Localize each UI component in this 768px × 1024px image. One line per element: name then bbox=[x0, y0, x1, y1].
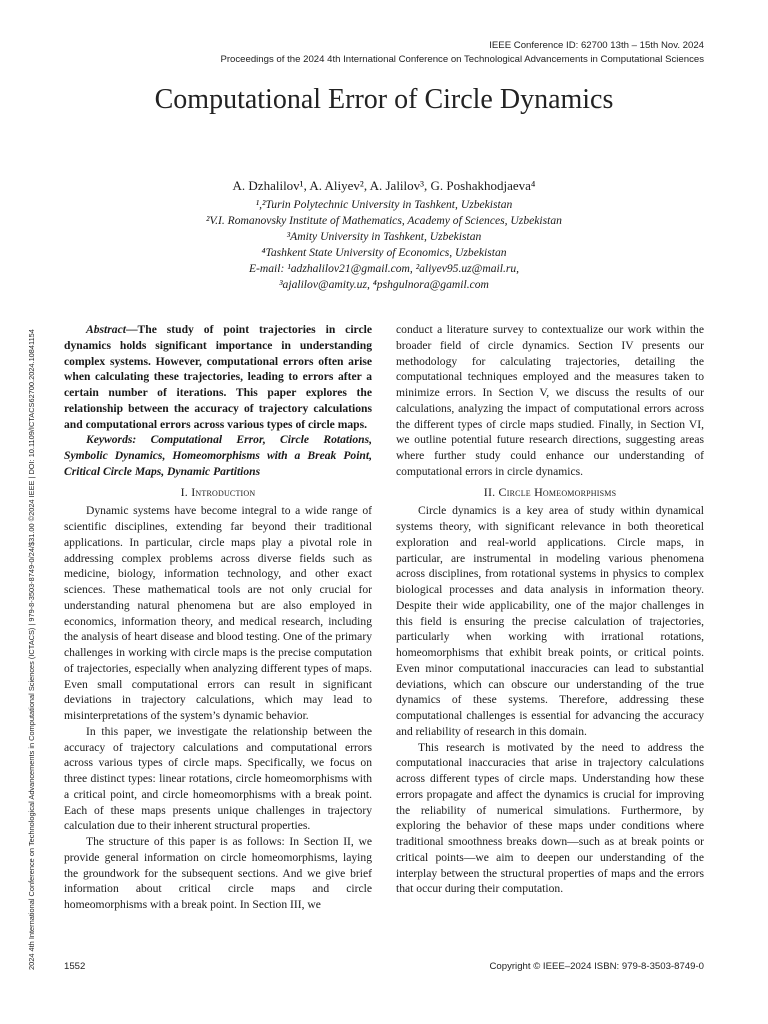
section-heading-circle-homeomorphisms: II. Circle Homeomorphisms bbox=[483, 484, 617, 499]
paper-title: Computational Error of Circle Dynamics bbox=[154, 84, 614, 115]
copyright-footer: Copyright © IEEE–2024 ISBN: 979-8-3503-8749-0 bbox=[489, 961, 704, 972]
affiliation-line: ⁴Tashkent State University of Economics, Uzbekistan bbox=[261, 245, 507, 259]
paragraph: Dynamic systems have become integral to a wide range of scientific disciplines, extending far beyond their traditional applications. In particular, circle maps play a pivotal role in addressing complex problems across diverse fields such as medicine, biology, information technology, and other exact sciences. These mathematical tools are not only crucial for understanding natural phenomena but are also employed in economics, information theory, and medical research, including the analysis of heart disease and blood testing. One of the primary challenges in working with circle maps is the precise computation of trajectories, especially when analyzing different types of maps. Even small computational errors can result in significant deviations in trajectory calculations, which may lead to misinterpretations of the system’s dynamic behavior. bbox=[64, 504, 372, 722]
page-number: 1552 bbox=[64, 961, 86, 972]
keywords-text: Computational Error, Circle Rotations, Symbolic Dynamics, Homeomorphisms with a Break Point, Critical Circle Maps, Dynamic Partitions bbox=[64, 433, 372, 478]
proceedings-header: Proceedings of the 2024 4th International Conference on Technological Advancements in Computational Sciences bbox=[220, 54, 704, 65]
affiliations bbox=[64, 197, 704, 292]
left-column bbox=[64, 322, 372, 913]
section-heading-introduction: I. Introduction bbox=[180, 484, 256, 499]
paragraph: The structure of this paper is as follows: In Section II, we provide general information on circle homeomorphisms, laying the groundwork for the subsequent sections. And we give brief information about critical circle maps and circle homeomorphisms with a break point. In Section III, we bbox=[64, 835, 372, 911]
affiliation-line: ²V.I. Romanovsky Institute of Mathematics, Academy of Sciences, Uzbekistan bbox=[206, 213, 562, 227]
affiliation-line: ³Amity University in Tashkent, Uzbekistan bbox=[286, 229, 482, 243]
paragraph: This research is motivated by the need to address the computational inaccuracies that arise in trajectory calculations across different types of circle maps. Understanding how these errors propagate and affect the dynamics is crucial for improving the reliability of numerical simulations. Furthermore, by exploring the behavior of these maps under conditions where traditional smoothness breaks down—such as at break points or critical points—we aim to deepen our understanding of the interplay between the structural properties of maps and the errors that occur during their computation. bbox=[396, 740, 704, 896]
keywords bbox=[64, 432, 372, 479]
affiliation-line: ¹,²Turin Polytechnic University in Tashkent, Uzbekistan bbox=[255, 198, 513, 211]
email-line: ³ajalilov@amity.uz, ⁴pshgulnora@gamil.com bbox=[279, 277, 489, 291]
abstract-text: —The study of point trajectories in circle dynamics holds significant importance in understanding complex systems. However, computational errors often arise when calculating these trajectories, leading to errors after a certain number of iterations. This paper explores the relationship between the accuracy of trajectory calculations and computational errors across various types of circle maps. bbox=[64, 323, 372, 431]
doi-sidebar-text: 2024 4th International Conference on Technological Advancements in Computational Sciences (ICTACS) | 979-8-3503-8749-0/24/$31.00 ©2024 IEEE | DOI: 10.1109/ICTACS62700.2024.10841154 bbox=[27, 329, 36, 970]
email-line: E-mail: ¹adzhalilov21@gmail.com, ²aliyev95.uz@mail.ru, bbox=[248, 261, 520, 275]
keywords-label: Keywords: bbox=[86, 433, 137, 447]
right-column bbox=[396, 322, 704, 897]
paragraph: Circle dynamics is a key area of study within dynamical systems theory, with significant relevance in both theoretical exploration and real-world applications. Circle maps, in particular, are instrumental in modeling various phenomena across disciplines, from rotational systems in physics to complex biological processes and data analysis in information theory. Despite their wide applicability, one of the major challenges in this field is ensuring the precise calculation of trajectories, particularly when working with irrational rotations, homeomorphisms that exhibit break points, or critical points. Even minor computational inaccuracies can lead to substantial deviations, which can obscure our understanding of the true dynamics of these systems. Therefore, addressing these computational challenges is essential for advancing the accuracy and reliability of research in this domain. bbox=[396, 504, 704, 738]
paragraph-continued: conduct a literature survey to contextualize our work within the broader field of circle dynamics. Section IV presents our methodology for calculating trajectories, detailing the computational techniques employed and the measures taken to minimize errors. In Section V, we discuss the results of our calculations, analyzing the impact of computational errors across the different types of circle maps studied. Finally, in Section VI, we outline potential future research directions, suggesting areas where further study could enhance our understanding of computational errors in circle dynamics. bbox=[396, 323, 704, 478]
paragraph: In this paper, we investigate the relationship between the accuracy of trajectory calculations and computational errors across various types of circle maps. Specifically, we focus on three distinct types: linear rotations, circle homeomorphisms with a critical point, and circle homeomorphisms with a break point. Each of these maps presents unique challenges in trajectory calculation due to their inherent structural properties. bbox=[64, 724, 372, 833]
abstract bbox=[64, 322, 372, 432]
author-list: A. Dzhalilov¹, A. Aliyev², A. Jalilov³, G. Poshakhodjaeva⁴ bbox=[232, 178, 536, 193]
conference-id-header: IEEE Conference ID: 62700 13th – 15th Nov. 2024 bbox=[489, 40, 704, 51]
doi-sidebar bbox=[13, 130, 36, 970]
abstract-label: Abstract bbox=[86, 323, 126, 336]
